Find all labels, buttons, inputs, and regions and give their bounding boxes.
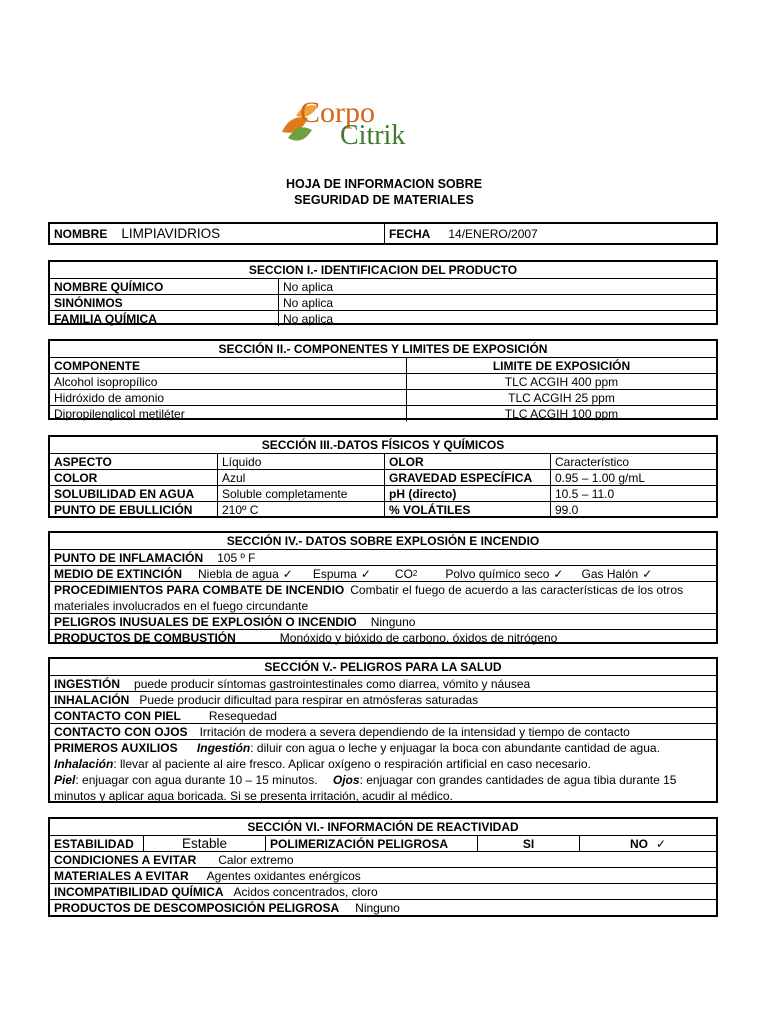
prop-value: 210º C [217, 502, 384, 517]
section-1 [48, 260, 718, 325]
prop-label: ASPECTO [54, 454, 112, 469]
react-label: INCOMPATIBILIDAD QUÍMICA [54, 884, 224, 899]
extincion-label: MEDIO DE EXTINCIÓN [54, 566, 183, 581]
prop-value: Soluble completamente [217, 486, 384, 501]
estabilidad-label: ESTABILIDAD [54, 836, 134, 851]
prop-value: 0.95 – 1.00 g/mL [550, 470, 716, 485]
table-row [50, 549, 716, 565]
react-label: MATERIALES A EVITAR [54, 868, 189, 883]
limite-cell: TLC ACGIH 400 ppm [406, 374, 716, 389]
inhalacion-value: : llevar al paciente al aire fresco. Aplicar oxígeno o respiración artificial en caso necesario. [113, 757, 591, 771]
react-label: CONDICIONES A EVITAR [54, 852, 197, 867]
check-icon: ✓ [655, 836, 667, 851]
table-row [50, 723, 716, 739]
componente-header: COMPONENTE [54, 358, 141, 373]
title-line-2: SEGURIDAD DE MATERIALES [294, 193, 474, 207]
ingestion-label: Ingestión [196, 741, 251, 755]
fecha-label: FECHA [389, 226, 431, 241]
table-row [50, 675, 716, 691]
check-icon: ✓ [642, 566, 653, 581]
componente-cell: Dipropilenglicol metiléter [54, 406, 185, 421]
inflamacion-value: 105 º F [217, 550, 256, 565]
componente-cell: Hidróxido de amonio [54, 390, 165, 405]
health-value: Puede producir dificultad para respirar en atmósferas saturadas [139, 692, 479, 707]
section-4 [48, 531, 718, 644]
table-row [50, 373, 716, 389]
react-value: Acidos concentrados, cloro [233, 884, 378, 899]
document-title [0, 176, 768, 208]
productos-label: PRODUCTOS DE COMBUSTIÓN [54, 630, 236, 645]
row-value: No aplica [278, 279, 716, 294]
citrus-leaf-icon [278, 92, 448, 152]
prop-value: Azul [217, 470, 384, 485]
table-row [50, 565, 716, 581]
row-label: NOMBRE QUÍMICO [54, 279, 164, 294]
table-row [50, 613, 716, 629]
table-row [50, 501, 716, 517]
piel-label: Piel [54, 773, 76, 787]
health-label: INHALACIÓN [54, 692, 130, 707]
table-row [50, 883, 716, 899]
section-2-title: SECCIÓN II.- COMPONENTES Y LIMITES DE EXPOSICIÓN [218, 342, 548, 356]
table-row [50, 691, 716, 707]
polimerizacion-label: POLIMERIZACIÓN PELIGROSA [265, 836, 477, 851]
table-row [50, 851, 716, 867]
auxilios-label: PRIMEROS AUXILIOS [54, 741, 178, 755]
nombre-label: NOMBRE [54, 226, 108, 241]
inhalacion-label: Inhalación [54, 757, 114, 771]
prop-label: OLOR [384, 454, 550, 469]
nombre-value: LIMPIAVIDRIOS [121, 226, 221, 241]
productos-value: Monóxido y bióxido de carbono, óxidos de nitrógeno [279, 630, 558, 645]
section-3 [48, 435, 718, 518]
prop-value: 99.0 [550, 502, 716, 517]
ojos-label: Ojos [332, 773, 360, 787]
section-4-title: SECCIÓN IV.- DATOS SOBRE EXPLOSIÓN E INCENDIO [226, 534, 540, 548]
fecha-value: 14/ENERO/2007 [448, 226, 538, 241]
table-row [50, 294, 716, 310]
react-value: Calor extremo [218, 852, 294, 867]
title-line-1: HOJA DE INFORMACION SOBRE [285, 177, 483, 191]
ojos-value: : enjuagar con grandes cantidades de agua tibia durante 15 minutos y aplicar agua boricada. Si se presenta irritación, acudir al médico. [54, 773, 677, 803]
section-1-title: SECCION I.- IDENTIFICACION DEL PRODUCTO [248, 263, 518, 277]
table-row [50, 453, 716, 469]
procedimientos-value: Combatir el fuego de acuerdo a las características de los otros materiales involucrados en el fuego circundante [54, 583, 684, 613]
espuma-text: Espuma [312, 566, 357, 581]
table-row [50, 310, 716, 326]
limite-header: LIMITE DE EXPOSICIÓN [406, 358, 716, 373]
prop-label: % VOLÁTILES [384, 502, 550, 517]
prop-label: SOLUBILIDAD EN AGUA [54, 486, 195, 501]
table-row [50, 707, 716, 723]
no-value: NO [629, 836, 648, 851]
ingestion-value: : diluir con agua o leche y enjuagar la boca con abundante cantidad de agua. [250, 741, 660, 755]
polvo-text: Polvo químico seco [445, 566, 550, 581]
header-box [48, 222, 718, 245]
corpo-citrik-logo [278, 92, 448, 152]
table-row [50, 835, 716, 851]
health-value: Irritación de modera a severa dependiendo de la intensidad y tiempo de contacto [199, 724, 630, 739]
row-value: No aplica [278, 311, 716, 326]
section-3-title: SECCIÓN III.-DATOS FÍSICOS Y QUÍMICOS [261, 438, 505, 452]
table-row [50, 469, 716, 485]
table-row [50, 389, 716, 405]
health-value: puede producir síntomas gastrointestinales como diarrea, vómito y náusea [134, 676, 531, 691]
niebla-text: Niebla de agua [198, 566, 279, 581]
row-label: FAMILIA QUÍMICA [54, 311, 157, 326]
estabilidad-value: Estable [143, 836, 265, 851]
co2-text: CO [394, 566, 413, 581]
si-value: SI [477, 836, 579, 851]
prop-label: pH (directo) [384, 486, 550, 501]
prop-label: PUNTO DE EBULLICIÓN [54, 502, 193, 517]
limite-cell: TLC ACGIH 25 ppm [406, 390, 716, 405]
prop-value: Líquido [217, 454, 384, 469]
inflamacion-label: PUNTO DE INFLAMACIÓN [54, 550, 204, 565]
check-icon: ✓ [282, 566, 293, 581]
co2-subscript: 2 [412, 569, 418, 578]
primeros-auxilios-row [50, 739, 716, 803]
limite-cell: TLC ACGIH 100 ppm [406, 406, 716, 421]
prop-label: COLOR [54, 470, 98, 485]
section-2 [48, 339, 718, 420]
row-label: SINÓNIMOS [54, 295, 123, 310]
prop-label: GRAVEDAD ESPECÍFICA [384, 470, 550, 485]
section-6 [48, 817, 718, 917]
check-icon: ✓ [360, 566, 371, 581]
prop-value: 10.5 – 11.0 [550, 486, 716, 501]
piel-value: : enjuagar con agua durante 10 – 15 minutos. [75, 773, 318, 787]
react-label: PRODUCTOS DE DESCOMPOSICIÓN PELIGROSA [54, 900, 340, 915]
table-row [50, 278, 716, 294]
health-label: CONTACTO CON PIEL [54, 708, 181, 723]
logo-corpo-text: Corpo [300, 96, 375, 129]
section-5-title: SECCIÓN V.- PELIGROS PARA LA SALUD [264, 660, 502, 674]
section-5 [48, 657, 718, 803]
table-row [50, 899, 716, 915]
prop-value: Característico [550, 454, 716, 469]
react-value: Agentes oxidantes enérgicos [206, 868, 361, 883]
table-row [50, 867, 716, 883]
peligros-label: PELIGROS INUSUALES DE EXPLOSIÓN O INCENDIO [54, 614, 357, 629]
table-row [50, 629, 716, 645]
table-row [50, 485, 716, 501]
health-value: Resequedad [208, 708, 277, 723]
section-6-title: SECCIÓN VI.- INFORMACIÓN DE REACTIVIDAD [247, 820, 519, 834]
peligros-value: Ninguno [370, 614, 416, 629]
react-value: Ninguno [355, 900, 400, 915]
componente-cell: Alcohol isopropílico [54, 374, 158, 389]
health-label: CONTACTO CON OJOS [54, 724, 188, 739]
check-icon: ✓ [553, 566, 564, 581]
health-label: INGESTIÓN [54, 676, 121, 691]
row-value: No aplica [278, 295, 716, 310]
halon-text: Gas Halón [581, 566, 639, 581]
table-row [50, 581, 716, 613]
procedimientos-label: PROCEDIMIENTOS PARA COMBATE DE INCENDIO [54, 583, 345, 597]
logo-citrik-text: Citrik [340, 120, 406, 151]
table-row [50, 405, 716, 421]
